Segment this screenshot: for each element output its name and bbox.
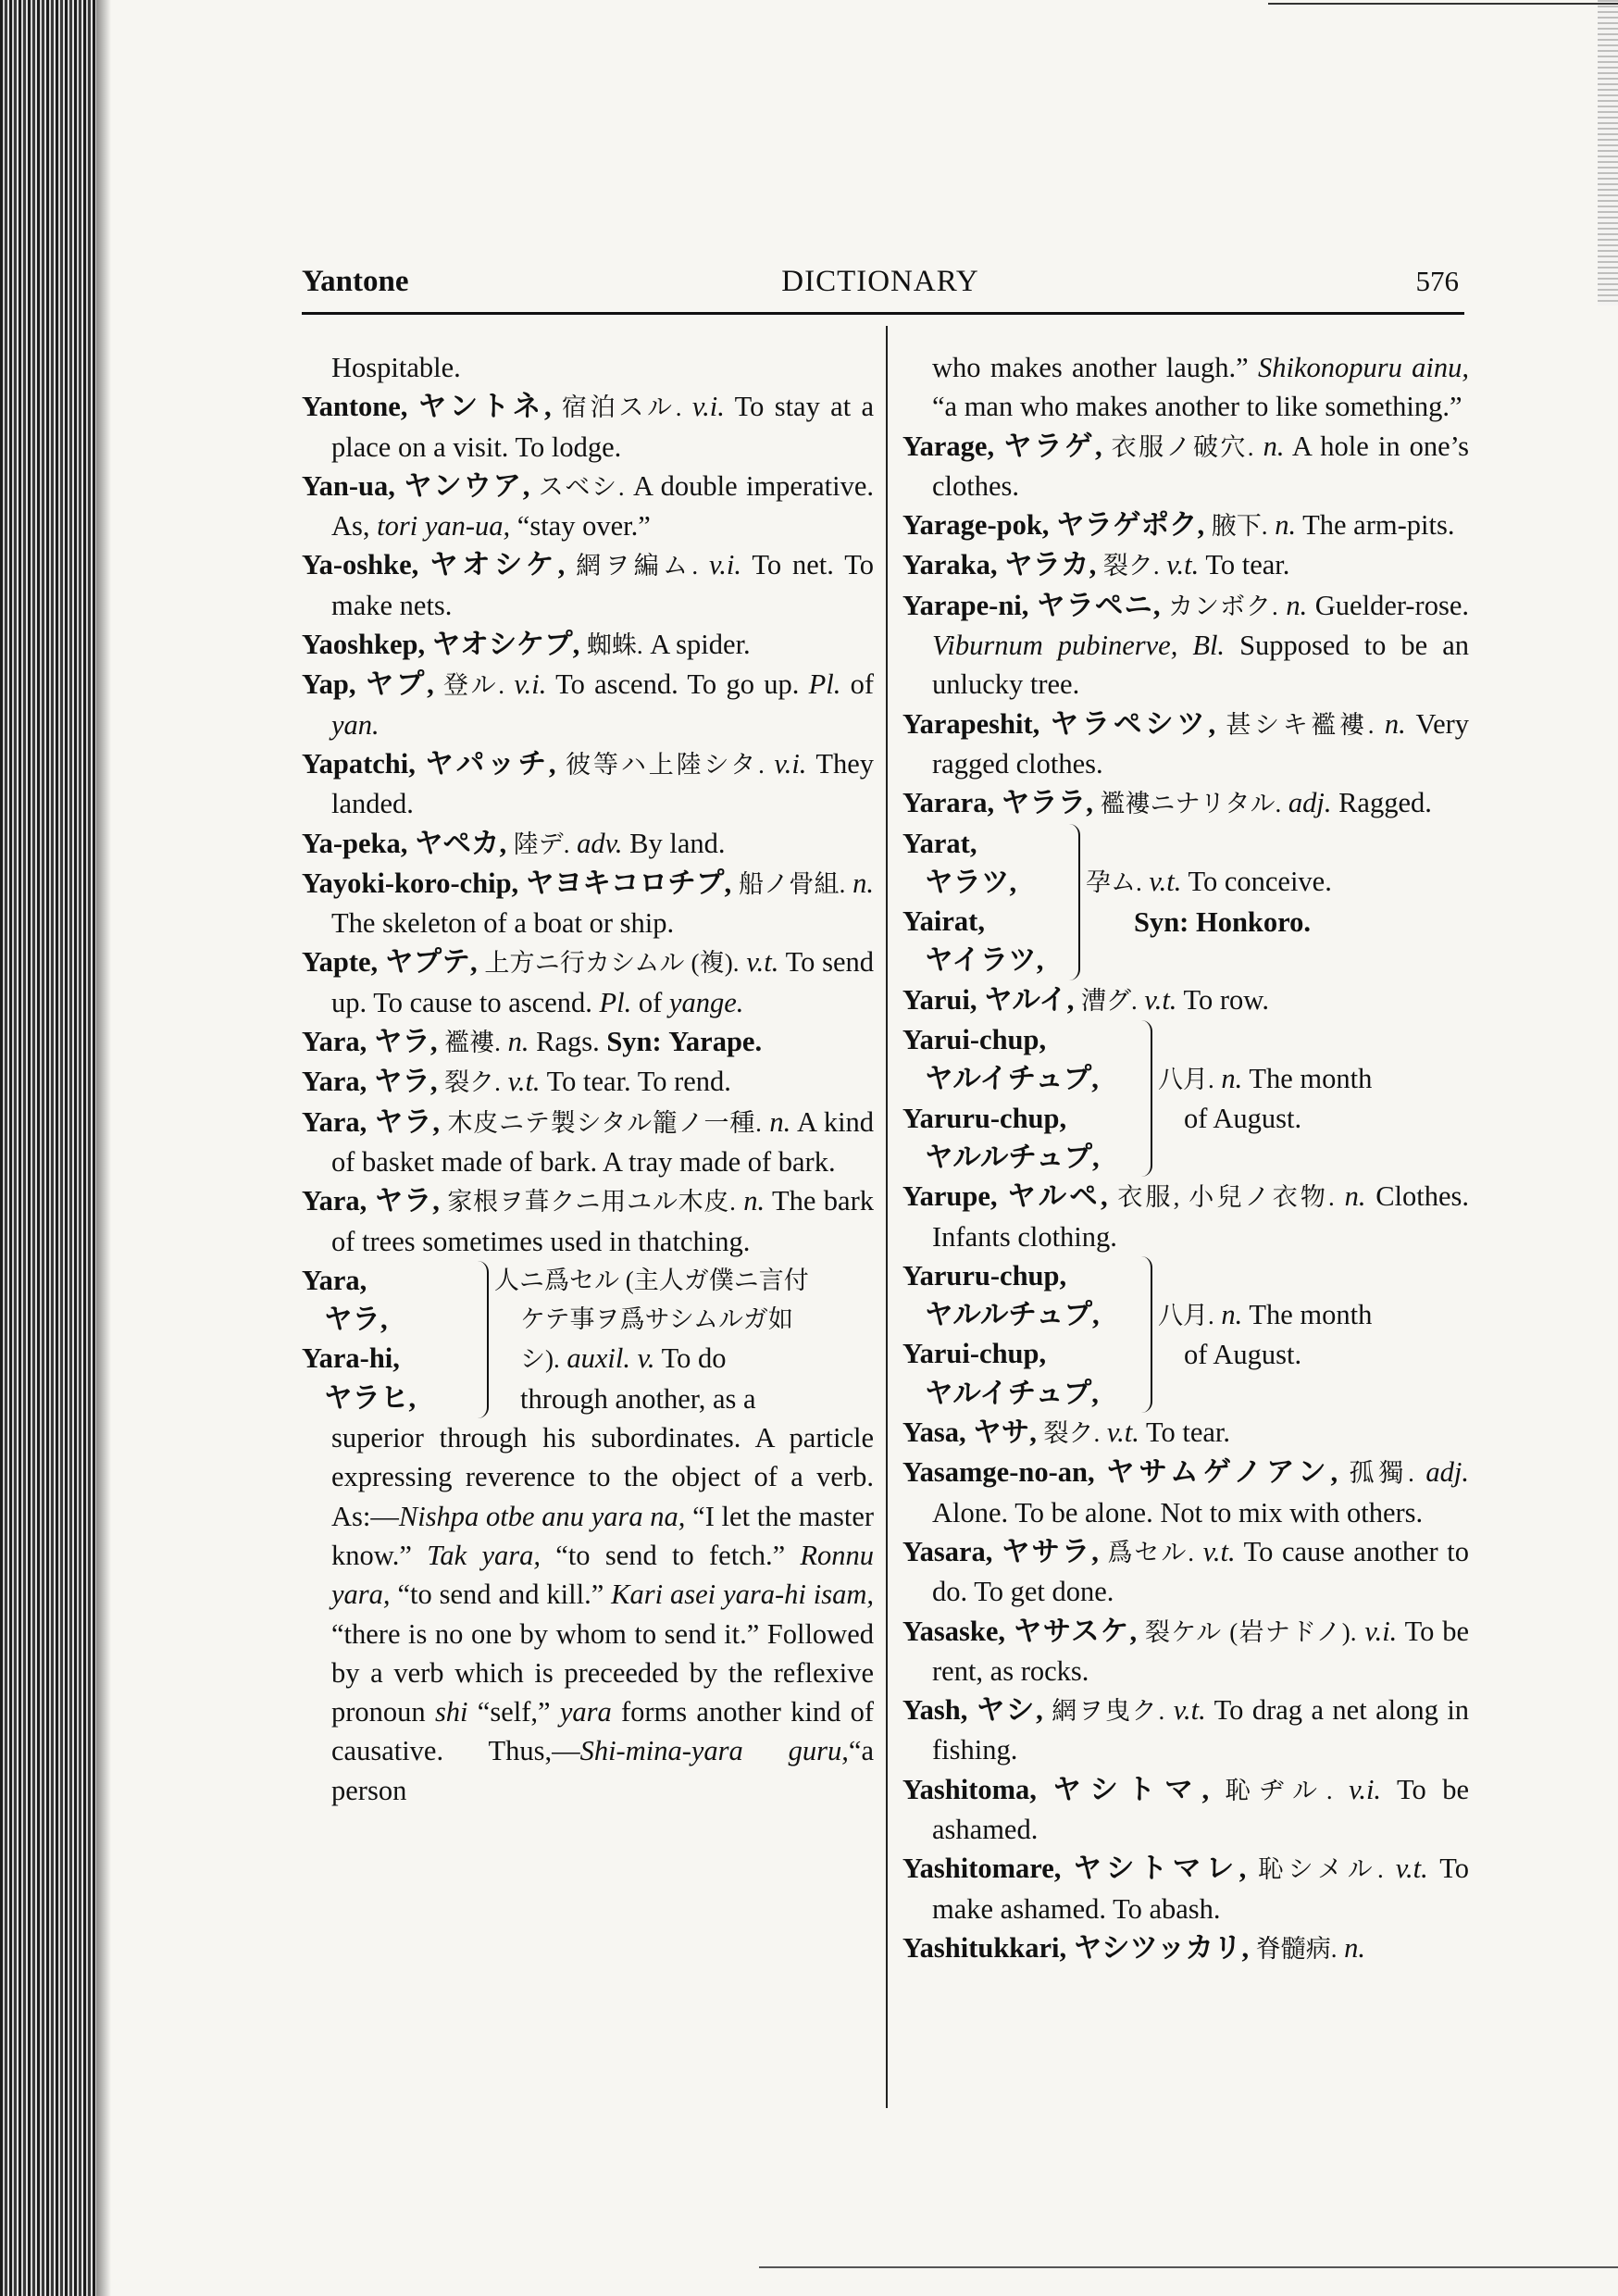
headword: Yarage, <box>902 430 995 462</box>
kana: ヤントネ, <box>417 391 552 423</box>
example: Nishpa otbe anu yara na, <box>398 1500 686 1532</box>
kana: ヤララ, <box>1001 787 1093 819</box>
headword: Yairat, <box>902 905 985 938</box>
entry-continuation: who makes another laugh.” Shikonopuru ainu, “a man who makes another to like something.” <box>932 352 1470 423</box>
part-of-speech: v.i. <box>1364 1615 1398 1647</box>
part-of-speech: v.t. <box>1149 866 1182 898</box>
definition: The month <box>1249 1062 1373 1094</box>
headword: Yap, <box>302 668 356 701</box>
japanese-gloss: 衣服ノ破穴. <box>1111 432 1254 461</box>
headword: Ya-peka, <box>302 827 408 859</box>
curly-brace <box>1069 824 1080 980</box>
grouped-headwords <box>902 1020 1141 1177</box>
grouped-headwords <box>302 1261 478 1418</box>
headword: Yarara, <box>902 787 995 819</box>
japanese-gloss: シ). <box>520 1345 560 1374</box>
kana: ヤラゲ, <box>1003 430 1102 462</box>
japanese-gloss: 裂ク. <box>444 1068 501 1097</box>
headword: Yaruru-chup, <box>902 1102 1067 1134</box>
japanese-gloss: 人ニ爲セル (主人ガ僕ニ言付 <box>494 1266 809 1294</box>
headword: Yaraka, <box>902 549 998 581</box>
headword: Yara, <box>302 1026 367 1058</box>
plural-label: Pl. <box>599 986 632 1018</box>
part-of-speech: n. <box>853 867 875 899</box>
japanese-gloss: 網ヲ編ム. <box>576 552 699 580</box>
headword: Yashitukkari, <box>902 1931 1067 1964</box>
dictionary-entry <box>902 1928 1469 1968</box>
part-of-speech: adv. <box>577 827 623 859</box>
headword: Yara, <box>302 1185 367 1217</box>
book-spine-shadow <box>0 0 96 2296</box>
definition: Clothes. Infants clothing. <box>932 1180 1470 1253</box>
example: Ronnu yara, <box>331 1539 875 1611</box>
headword: Yarui-chup, <box>902 1338 1047 1370</box>
headword: Yara-hi, <box>302 1342 400 1375</box>
japanese-gloss: 陸デ. <box>513 830 570 858</box>
dictionary-entry <box>902 505 1469 545</box>
japanese-gloss: 漕グ. <box>1081 986 1138 1015</box>
header-rule <box>302 312 1464 315</box>
dictionary-entry <box>902 427 1469 506</box>
definition: Ragged. <box>1338 787 1432 819</box>
kana: ヤプテ, <box>384 946 478 979</box>
part-of-speech: auxil. v. <box>566 1342 655 1375</box>
headword: Yarui-chup, <box>902 1024 1047 1056</box>
definition: To be rent, as rocks. <box>932 1615 1469 1687</box>
kana: ヤイラツ, <box>925 944 1044 977</box>
grouped-definition <box>1086 824 1469 980</box>
kana: ヤペカ, <box>415 827 507 859</box>
dictionary-entry <box>902 1849 1469 1928</box>
kana: ヤヨキコロチプ, <box>525 867 732 899</box>
headword: Yasa, <box>902 1416 966 1449</box>
dictionary-entry <box>302 942 874 1022</box>
curly-brace <box>478 1261 489 1418</box>
running-header <box>302 265 1459 309</box>
definition: To drag a net along in fishing. <box>932 1694 1470 1766</box>
grouped-definition <box>494 1261 874 1418</box>
headword: Yashitomare, <box>902 1853 1062 1885</box>
kana: ヤルペ, <box>1007 1180 1108 1213</box>
definition: To tear. <box>1145 1416 1230 1449</box>
headword: Yan-ua, <box>302 469 395 502</box>
part-of-speech: adj. <box>1288 787 1332 819</box>
synonym: Honkoro. <box>1195 905 1311 938</box>
kana: ヤラ, <box>373 1026 438 1058</box>
kana: ヤラ, <box>373 1066 438 1098</box>
kana: ヤルルチュプ, <box>925 1299 1100 1331</box>
scientific-name: Viburnum pubinerve, Bl. <box>932 630 1226 662</box>
definition: The skeleton of a boat or ship. <box>331 907 675 940</box>
headword: Yarui, <box>902 983 977 1016</box>
definition: of August. <box>1184 1103 1302 1135</box>
headword: Yash, <box>902 1694 968 1727</box>
dictionary-entry <box>902 705 1469 784</box>
translation: “there is no one by whom to send it.” Followed by a verb which is preceeded by the reflexive pronoun <box>331 1617 874 1728</box>
japanese-gloss: 衣服, 小兒ノ衣物. <box>1117 1183 1335 1212</box>
translation: forms another kind of causative. Thus,— <box>331 1696 875 1767</box>
dictionary-entry <box>302 665 874 744</box>
dictionary-entry <box>902 1612 1469 1691</box>
kana: ヤシトマレ, <box>1073 1853 1247 1885</box>
japanese-gloss: 木皮ニテ製シタル籠ノ一種. <box>447 1108 762 1137</box>
definition: To ascend. To go up. <box>555 668 800 701</box>
part-of-speech: v.i. <box>691 391 725 423</box>
definition: Very ragged clothes. <box>932 707 1470 780</box>
headword: Yarapeshit, <box>902 707 1040 740</box>
part-of-speech: n. <box>743 1185 765 1217</box>
japanese-gloss: 裂ク. <box>1102 552 1160 580</box>
japanese-gloss: 彼等ハ上陸シタ. <box>566 750 765 779</box>
definition: They landed. <box>331 747 875 820</box>
japanese-gloss: 孤獨. <box>1349 1459 1414 1488</box>
japanese-gloss: 爲セル. <box>1107 1538 1195 1566</box>
translation: “to send and kill.” <box>397 1578 604 1611</box>
definition: To net. To make nets. <box>331 549 875 621</box>
grouped-definition <box>1158 1256 1469 1413</box>
kana: ヤシツッカリ, <box>1073 1931 1250 1964</box>
dictionary-entry <box>902 1691 1469 1770</box>
kana: ヤラヒ, <box>324 1381 417 1414</box>
page-title: DICTIONARY <box>781 265 979 298</box>
guide-word: Yantone <box>302 265 409 298</box>
headword: Yapte, <box>302 946 379 979</box>
part-of-speech: v.t. <box>746 946 779 979</box>
japanese-gloss: 襤褸ニナリタル. <box>1100 790 1282 818</box>
grouped-headwords <box>902 1256 1141 1413</box>
example: tori yan-ua, <box>377 510 511 543</box>
example: Tak yara, <box>427 1539 541 1571</box>
japanese-gloss: 襤褸. <box>444 1029 501 1057</box>
part-of-speech: n. <box>1275 509 1297 542</box>
part-of-speech: v.t. <box>507 1066 541 1098</box>
japanese-gloss: 八月. <box>1158 1301 1214 1329</box>
japanese-gloss: 脊髓病. <box>1255 1934 1338 1963</box>
translation: “self,” <box>477 1696 551 1728</box>
japanese-gloss: 八月. <box>1158 1065 1214 1093</box>
japanese-gloss: 裂ク. <box>1043 1419 1101 1448</box>
synonym-label: Syn: <box>606 1026 662 1058</box>
dictionary-entry <box>302 864 874 943</box>
definition: To stay at a place on a visit. To lodge. <box>331 391 875 463</box>
part-of-speech: n. <box>1344 1180 1366 1213</box>
headword: Yara, <box>302 1264 367 1296</box>
kana: ヤオシケプ, <box>431 629 580 661</box>
headword: Yasamge-no-an, <box>902 1456 1095 1489</box>
part-of-speech: v.i. <box>514 668 547 701</box>
kana: ヤパッチ, <box>425 747 556 780</box>
dictionary-entry <box>902 545 1469 585</box>
page-number: 576 <box>1415 265 1459 297</box>
bottom-edge-line <box>759 2266 1618 2268</box>
headword: Yapatchi, <box>302 747 416 780</box>
kana: ヤルイ, <box>984 983 1075 1016</box>
kana: ヤンウア, <box>404 469 530 502</box>
definition: By land. <box>629 827 726 859</box>
japanese-gloss: 孕ム. <box>1086 868 1142 897</box>
dictionary-entry <box>302 467 874 546</box>
japanese-gloss: 裂ケル (岩ナドノ). <box>1144 1617 1357 1646</box>
headword: Yaoshkep, <box>302 629 426 661</box>
example: yara <box>559 1696 612 1728</box>
example: shi <box>434 1696 468 1728</box>
translation: “a man who makes another to like something.” <box>932 391 1462 423</box>
dictionary-entry <box>302 1062 874 1102</box>
kana: ヤラカ, <box>1004 549 1097 581</box>
right-column <box>902 348 1469 1968</box>
definition: The month <box>1249 1298 1373 1330</box>
kana: ヤプ, <box>365 668 434 701</box>
kana: ヤラゲポク, <box>1056 509 1205 542</box>
part-of-speech: v.t. <box>1106 1416 1139 1449</box>
top-edge-line <box>1268 3 1618 5</box>
grouped-entry <box>902 1020 1469 1177</box>
headword: Ya-oshke, <box>302 549 419 581</box>
synonym-label: Syn: <box>1134 905 1189 938</box>
definition: To conceive. <box>1188 866 1332 898</box>
spine-fade <box>96 0 111 2296</box>
japanese-gloss: 上方ニ行カシムル (複). <box>484 949 740 978</box>
definition: A spider. <box>650 629 751 661</box>
translation: “to send to fetch.” <box>555 1539 786 1571</box>
kana: ヤラ, <box>324 1304 388 1336</box>
japanese-gloss: 甚シキ襤褸. <box>1226 710 1375 739</box>
headword: Yasara, <box>902 1535 993 1567</box>
headword: Yashitoma, <box>902 1773 1037 1805</box>
definition: To cause another to do. To get done. <box>932 1535 1469 1608</box>
definition: A kind of basket made of bark. A tray made of bark. <box>331 1105 875 1178</box>
headword: Yaruru-chup, <box>902 1259 1067 1292</box>
kana: ヤルイチュプ, <box>925 1063 1099 1095</box>
definition: Guelder-rose. <box>1314 589 1469 621</box>
definition: The arm-pits. <box>1302 509 1455 542</box>
definition: To make ashamed. To abash. <box>932 1853 1469 1925</box>
dictionary-entry <box>302 824 874 864</box>
kana: ヤシトマ, <box>1052 1773 1210 1805</box>
column-divider <box>886 326 888 2108</box>
japanese-gloss: 網ヲ曳ク. <box>1052 1697 1165 1726</box>
example: Shi-mina-yara guru, <box>579 1735 849 1767</box>
headword: Yarape-ni, <box>902 589 1029 621</box>
part-of-speech: v.t. <box>1202 1535 1236 1567</box>
japanese-gloss: 船ノ骨組. <box>738 869 846 898</box>
part-of-speech: n. <box>769 1105 791 1138</box>
part-of-speech: v.t. <box>1395 1853 1428 1885</box>
kana: ヤラペニ, <box>1037 589 1161 621</box>
dictionary-entry <box>302 744 874 824</box>
kana: ヤラペシツ, <box>1050 707 1216 740</box>
example: Shikonopuru ainu, <box>1257 352 1470 383</box>
headword: Yayoki-koro-chip, <box>302 867 519 899</box>
definition: To row. <box>1183 983 1269 1016</box>
dictionary-entry <box>902 1453 1469 1532</box>
entry-continuation: Hospitable. <box>331 352 461 383</box>
kana: ヤサスケ, <box>1013 1615 1138 1647</box>
definition: Alone. To be alone. Not to mix with others. <box>932 1496 1424 1529</box>
japanese-gloss: 恥ヂル. <box>1225 1776 1333 1804</box>
definition: To send up. To cause to ascend. <box>331 946 875 1018</box>
definition: The bark of trees sometimes used in thatching. <box>331 1185 874 1257</box>
part-of-speech: adj. <box>1425 1456 1469 1489</box>
definition: To be ashamed. <box>932 1773 1470 1845</box>
dictionary-entry <box>302 1181 874 1261</box>
grouped-headwords <box>902 824 1069 980</box>
kana: ヤラツ, <box>925 866 1017 898</box>
definition: To do <box>661 1342 727 1375</box>
japanese-gloss: 恥シメル. <box>1258 1855 1384 1884</box>
dictionary-entry <box>902 1532 1469 1612</box>
part-of-speech: n. <box>1286 589 1308 621</box>
japanese-gloss: ケテ事ヲ爲サシムルガ如 <box>520 1305 793 1334</box>
translation: “stay over.” <box>517 510 651 543</box>
part-of-speech: v.i. <box>1349 1773 1382 1805</box>
curly-brace <box>1141 1020 1152 1177</box>
headword: Yasaske, <box>902 1615 1006 1647</box>
dictionary-entry <box>902 1770 1469 1850</box>
headword: Yantone, <box>302 391 408 423</box>
part-of-speech: n. <box>1384 707 1406 740</box>
dictionary-entry <box>302 1103 874 1182</box>
part-of-speech: n. <box>1221 1298 1243 1330</box>
kana: ヤルイチュプ, <box>925 1377 1099 1409</box>
headword: Yarat, <box>902 827 977 859</box>
dictionary-entry <box>902 1413 1469 1453</box>
of-label: of <box>850 668 875 701</box>
cross-reference: yange. <box>668 986 744 1018</box>
definition: Supposed to be an unlucky tree. <box>932 630 1470 701</box>
kana: ヤオシケ, <box>429 549 566 581</box>
dictionary-entry <box>302 545 874 625</box>
kana: ヤサムゲノアン, <box>1106 1456 1338 1489</box>
synonym: Yarape. <box>668 1026 763 1058</box>
part-of-speech: v.i. <box>774 747 807 780</box>
part-of-speech: v.t. <box>1144 983 1177 1016</box>
kana: ヤサ, <box>973 1416 1037 1449</box>
headword: Yara, <box>302 1105 367 1138</box>
grouped-definition <box>1158 1020 1469 1177</box>
kana: ヤルルチュプ, <box>925 1141 1100 1173</box>
dictionary-entry <box>302 1022 874 1062</box>
grouped-entry <box>902 1256 1469 1413</box>
dictionary-entry <box>902 980 1469 1020</box>
left-column <box>302 348 874 1810</box>
plural-label: Pl. <box>808 668 841 701</box>
page-edge-shadow <box>1598 0 1618 306</box>
dictionary-entry <box>902 783 1469 823</box>
definition: of August. <box>1184 1338 1302 1370</box>
definition: through another, as a <box>520 1382 756 1415</box>
part-of-speech: v.t. <box>1166 549 1200 581</box>
japanese-gloss: 蜘蛛. <box>586 631 643 660</box>
curly-brace <box>1141 1256 1152 1413</box>
kana: ヤラ, <box>374 1105 441 1138</box>
part-of-speech: n. <box>1263 430 1285 462</box>
part-of-speech: v.i. <box>709 549 741 581</box>
cross-reference: yan. <box>331 708 380 741</box>
kana: ヤラ, <box>374 1185 440 1217</box>
definition: To tear. <box>1205 549 1290 581</box>
definition: To tear. To rend. <box>546 1066 731 1098</box>
japanese-gloss: 家根ヲ葺クニ用ユル木皮. <box>447 1188 736 1217</box>
definition: A double imperative. As, <box>331 469 875 543</box>
part-of-speech: n. <box>507 1026 529 1058</box>
dictionary-entry <box>302 625 874 665</box>
japanese-gloss: カンボク. <box>1168 592 1278 620</box>
dictionary-entry <box>902 1177 1469 1256</box>
headword: Yarupe, <box>902 1180 998 1213</box>
part-of-speech: v.t. <box>1173 1694 1206 1727</box>
part-of-speech: n. <box>1344 1931 1366 1964</box>
of-label: of <box>638 986 663 1018</box>
example: Kari asei yara-hi isam, <box>611 1578 875 1611</box>
grouped-entry <box>302 1261 874 1418</box>
definition: Rags. <box>536 1026 600 1058</box>
entry-continuation: superior through his subordinates. A particle expressing reverence to the object of a verb. As:—Nishpa otbe anu yara na, “I let the master know.” Tak yara, “to send to fetch.” Ronnu yara, “to send and kill.” Kari asei yara-hi isam, “there is no one by whom to send it.” Followed by a verb which is preceeded by the reflexive pronoun shi “self,” yara forms another kind of causative. Thus,—Shi-mina-yara guru,“a person <box>331 1422 875 1806</box>
dictionary-entry <box>902 586 1469 705</box>
kana: ヤサラ, <box>1002 1535 1099 1567</box>
headword: Yara, <box>302 1066 367 1098</box>
japanese-gloss: 登ル. <box>442 671 505 700</box>
translation: “I let the master know.” <box>331 1500 875 1571</box>
japanese-gloss: 宿泊スル. <box>561 393 682 422</box>
translation: “a person <box>331 1735 874 1806</box>
part-of-speech: n. <box>1221 1062 1243 1094</box>
dictionary-entry <box>302 387 874 467</box>
kana: ヤシ, <box>976 1694 1043 1727</box>
grouped-entry <box>902 824 1469 980</box>
headword: Yarage-pok, <box>902 509 1050 542</box>
definition: A hole in one’s clothes. <box>932 430 1470 502</box>
japanese-gloss: 腋下. <box>1211 512 1268 541</box>
japanese-gloss: スベシ. <box>538 472 625 501</box>
